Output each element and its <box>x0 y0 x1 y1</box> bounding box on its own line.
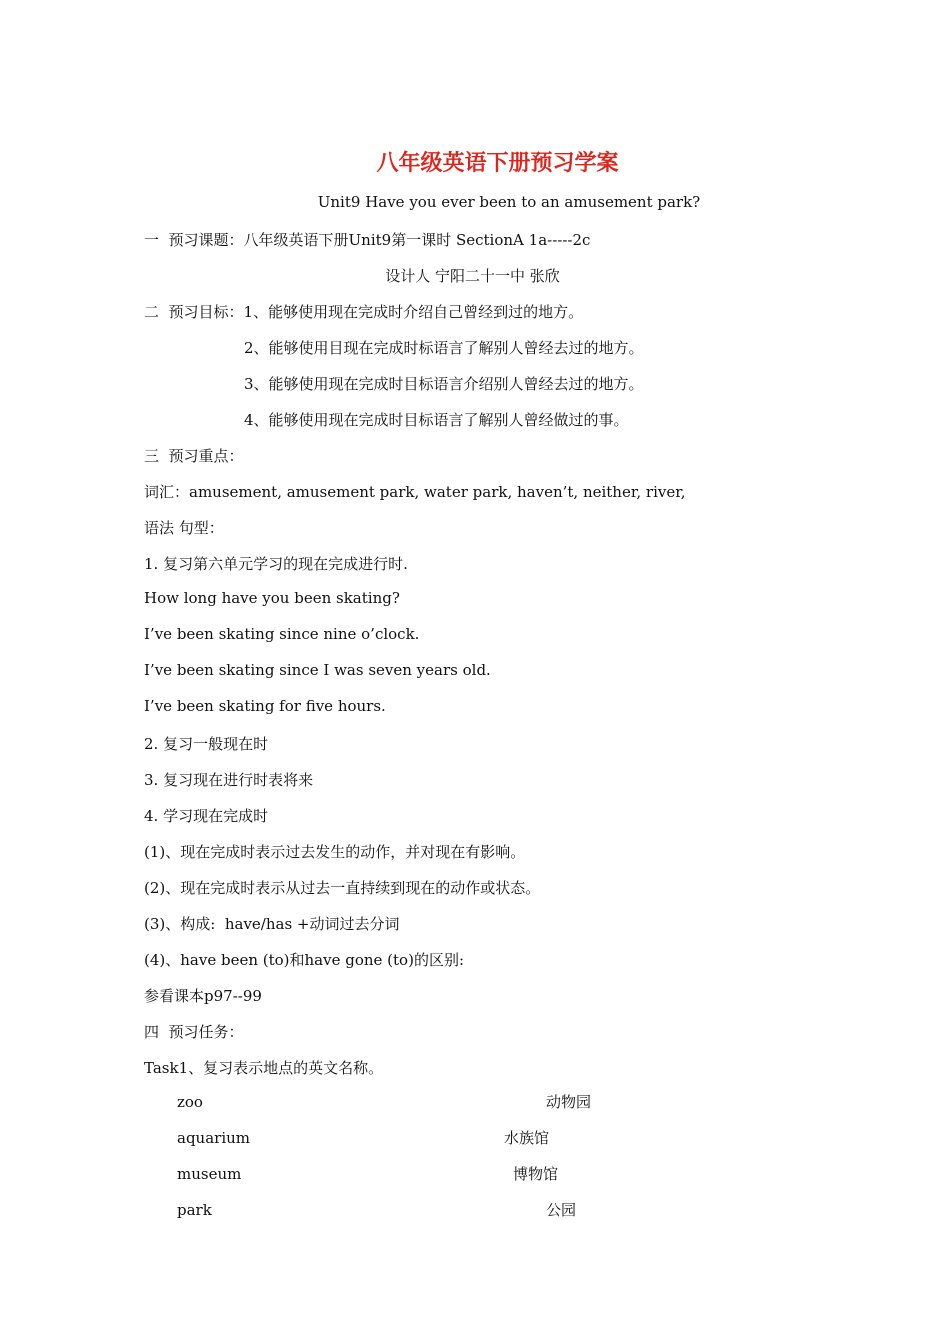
grammar-item-1: 1. 复习第六单元学习的现在完成进行时. <box>144 555 408 573</box>
grammar-point-3: (3)、构成: have/has +动词过去分词 <box>144 915 400 933</box>
vocabulary-line: 词汇：amusement, amusement park, water park, haven’t, neither, river, <box>144 483 686 501</box>
grammar-point-1: (1)、现在完成时表示过去发生的动作，并对现在有影响。 <box>144 843 526 861</box>
grammar-heading: 语法 句型： <box>144 519 224 537</box>
example-sentence: How long have you been skating? <box>144 589 400 607</box>
example-sentence: I’ve been skating for five hours. <box>144 697 386 715</box>
goal-2: 2、能够使用目现在完成时标语言了解别人曾经去过的地方。 <box>244 339 644 357</box>
document-subtitle: Unit9 Have you ever been to an amusement park? <box>317 193 701 211</box>
tasks-heading: 四 预习任务： <box>144 1023 244 1041</box>
example-sentence: I’ve been skating since nine o’clock. <box>144 625 420 643</box>
vocab-english: park <box>177 1201 212 1219</box>
textbook-reference: 参看课本p97--99 <box>144 987 262 1005</box>
key-points-heading: 三 预习重点： <box>144 447 244 465</box>
grammar-item-2: 2. 复习一般现在时 <box>144 735 269 753</box>
vocab-chinese: 博物馆 <box>513 1165 559 1183</box>
goal-4: 4、能够使用现在完成时目标语言了解别人曾经做过的事。 <box>244 411 629 429</box>
lesson-topic: 一 预习课题：八年级英语下册Unit9第一课时 SectionA 1a-----2c <box>144 231 591 249</box>
document-title: 八年级英语下册预习学案 <box>376 151 619 176</box>
grammar-point-4: (4)、have been (to)和have gone (to)的区别: <box>144 951 464 969</box>
example-sentence: I’ve been skating since I was seven years old. <box>144 661 491 679</box>
grammar-item-4: 4. 学习现在完成时 <box>144 807 269 825</box>
grammar-item-3: 3. 复习现在进行时表将来 <box>144 771 314 789</box>
task-1: Task1、复习表示地点的英文名称。 <box>144 1059 384 1077</box>
vocab-english: zoo <box>177 1093 203 1111</box>
vocab-english: museum <box>177 1165 242 1183</box>
goal-1: 二 预习目标：1、能够使用现在完成时介绍自己曾经到过的地方。 <box>144 303 584 321</box>
vocab-chinese: 水族馆 <box>504 1129 550 1147</box>
designer-line: 设计人 宁阳二十一中 张欣 <box>385 267 560 285</box>
goal-3: 3、能够使用现在完成时目标语言介绍别人曾经去过的地方。 <box>244 375 644 393</box>
grammar-point-2: (2)、现在完成时表示从过去一直持续到现在的动作或状态。 <box>144 879 541 897</box>
vocab-english: aquarium <box>177 1129 251 1147</box>
vocab-chinese: 动物园 <box>546 1093 592 1111</box>
vocab-chinese: 公园 <box>546 1201 577 1219</box>
